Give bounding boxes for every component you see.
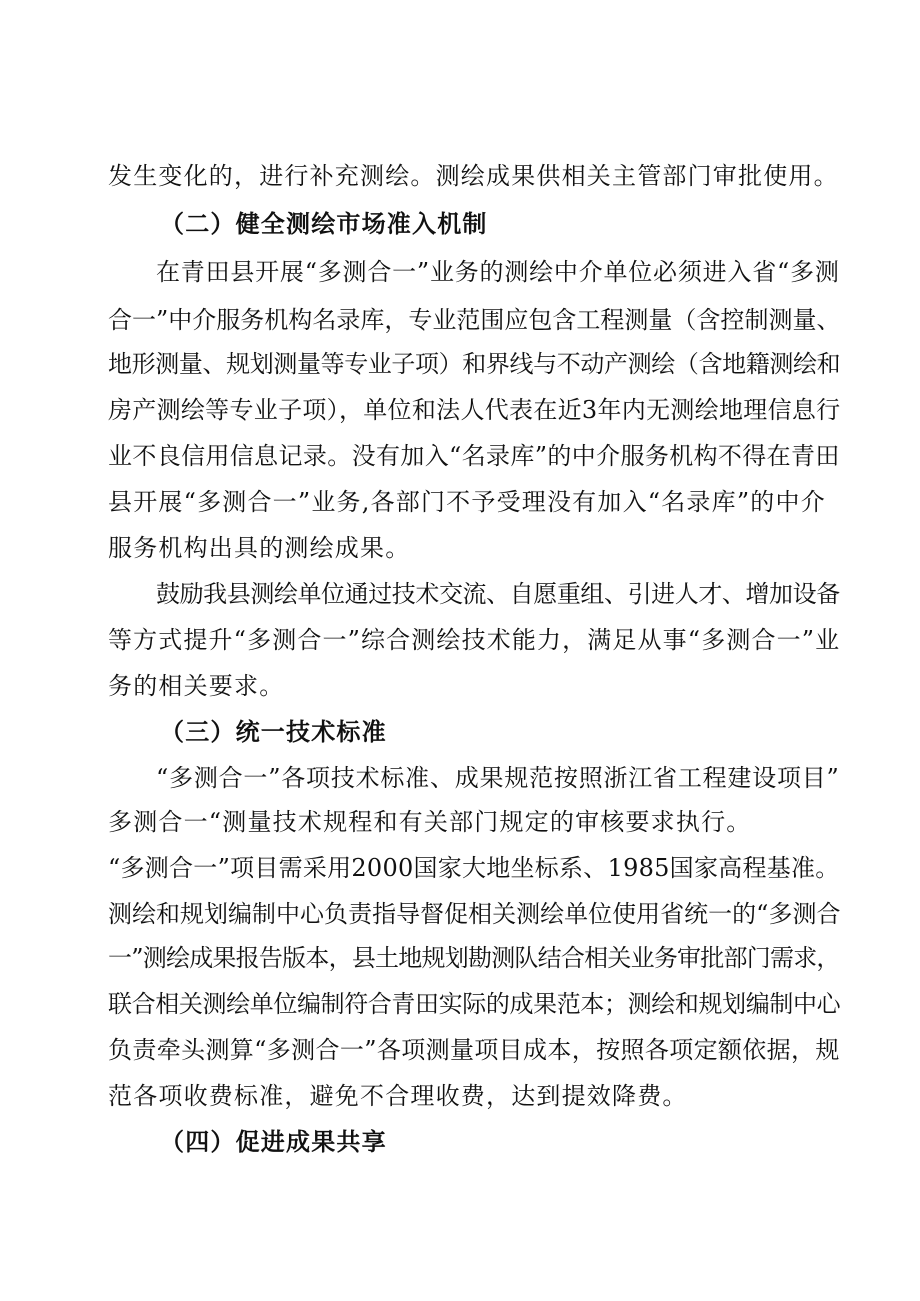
paragraph-line: 合一”中介服务机构名录库，专业范围应包含工程测量（含控制测量、 — [108, 306, 841, 334]
paragraph-line: 县开展“多测合一”业务,各部门不予受理没有加入“名录库”的中介 — [108, 488, 826, 516]
paragraph-line: 业不良信用信息记录。没有加入“名录库”的中介服务机构不得在青田 — [108, 442, 840, 470]
section-heading-4: （四）促进成果共享 — [160, 1127, 387, 1156]
paragraph-line: 鼓励我县测绘单位通过技术交流、自愿重组、引进人才、增加设备 — [156, 580, 840, 608]
paragraph-line: 测绘和规划编制中心负责指导督促相关测绘单位使用省统一的“多测合 — [108, 900, 841, 928]
paragraph-line: 在青田县开展“多测合一”业务的测绘中介单位必须进入省“多测 — [156, 258, 840, 286]
paragraph-line: 务的相关要求。 — [108, 672, 285, 700]
paragraph-line: 范各项收费标准，避免不合理收费，达到提效降费。 — [108, 1082, 688, 1110]
paragraph-line: 房产测绘等专业子项），单位和法人代表在近3年内无测绘地理信息行 — [108, 396, 841, 424]
paragraph-line: 等方式提升“多测合一”综合测绘技术能力，满足从事“多测合一”业 — [108, 626, 841, 654]
paragraph-line: 发生变化的，进行补充测绘。测绘成果供相关主管部门审批使用。 — [108, 162, 839, 190]
paragraph-line: 一”测绘成果报告版本，县土地规划勘测队结合相关业务审批部门需求， — [108, 944, 840, 972]
paragraph-line: 负责牵头测算“多测合一”各项测量项目成本，按照各项定额依据，规 — [108, 1036, 840, 1064]
section-heading-3: （三）统一技术标准 — [160, 717, 387, 746]
paragraph-line: “多测合一”各项技术标准、成果规范按照浙江省工程建设项目” — [156, 764, 840, 792]
paragraph-line: 联合相关测绘单位编制符合青田实际的成果范本；测绘和规划编制中心 — [108, 990, 841, 1018]
paragraph-line: 多测合一“测量技术规程和有关部门规定的审核要求执行。 — [108, 808, 752, 836]
section-heading-2: （二）健全测绘市场准入机制 — [160, 209, 488, 238]
paragraph-line: 地形测量、规划测量等专业子项）和界线与不动产测绘（含地籍测绘和 — [108, 350, 841, 378]
paragraph-line: “多测合一”项目需采用2000国家大地坐标系、1985国家高程基准。 — [108, 854, 840, 882]
paragraph-line: 服务机构出具的测绘成果。 — [108, 534, 411, 562]
